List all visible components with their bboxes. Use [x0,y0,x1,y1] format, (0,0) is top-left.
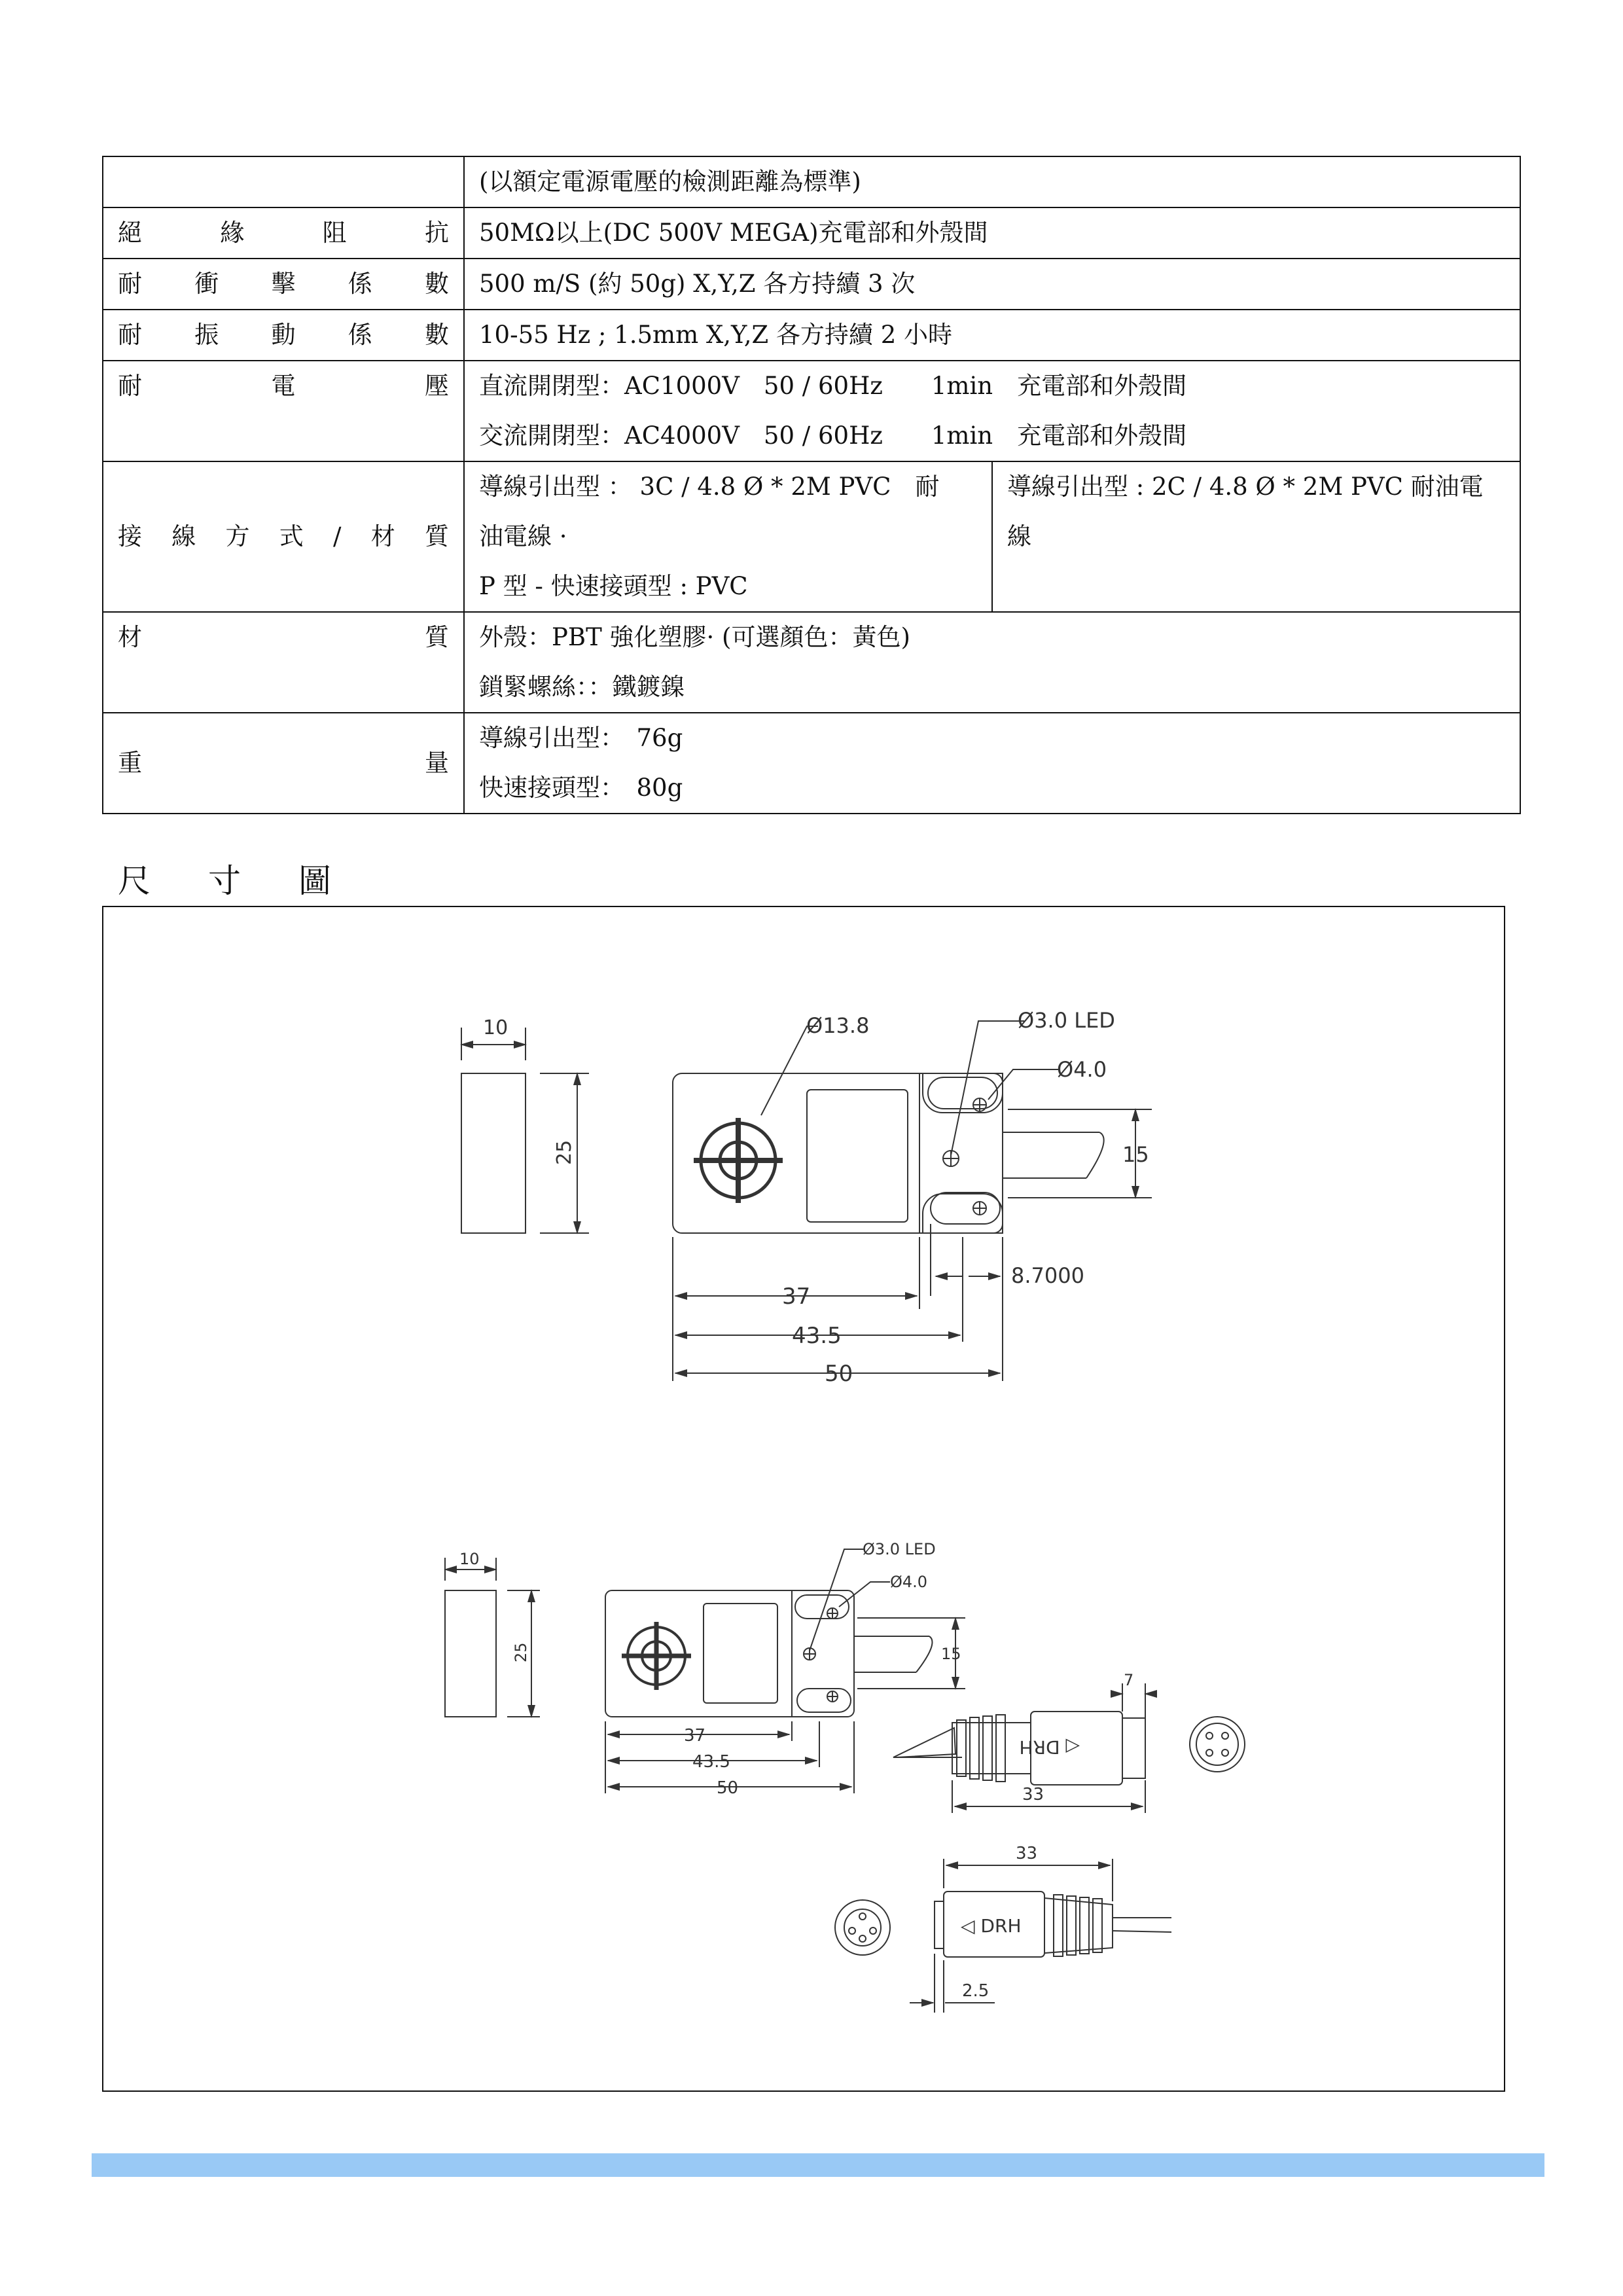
dim-len-37: 37 [684,1726,706,1746]
label-char: 材 [370,522,395,550]
quick-connector-side [893,1671,1155,1813]
connector-label: ◁ DRH [1019,1736,1080,1758]
label-char: 振 [194,321,219,349]
dim-len-50: 50 [825,1361,853,1387]
dim-len-435: 43.5 [792,1323,842,1349]
spec-value-insulation: 50MΩ以上(DC 500V MEGA)充電部和外殼間 [464,207,1520,259]
dim-len-50: 50 [717,1778,739,1798]
label-char: 耐 [118,372,142,400]
side-view [445,1590,496,1717]
dim-hole: Ø4.0 [1057,1057,1107,1082]
dim-height: 25 [553,1139,576,1165]
bottom-drawing [445,1540,1245,2013]
label-char: 接 [118,522,142,550]
label-char: 耐 [118,270,142,298]
spec-value-vibration: 10-55 Hz ; 1.5mm X,Y,Z 各方持續 2 小時 [464,310,1520,361]
sensor-window [704,1604,777,1703]
label-char: 重 [118,749,142,777]
label-char: 數 [425,321,449,349]
dim-connector-33b: 33 [1016,1844,1038,1863]
dim-len-435: 43.5 [692,1752,730,1772]
label-char: 質 [425,623,449,651]
dim-slot-87: 8.7000 [1011,1263,1084,1288]
spec-value: (以額定電源電壓的檢測距離為標準) [464,156,1520,207]
label-char: 電 [271,372,296,400]
label-char: 擊 [271,270,296,298]
dim-len-37: 37 [782,1283,811,1310]
label-char: 緣 [220,219,245,247]
label-char: 衝 [194,270,219,298]
voltage-ac: 交流開閉型：AC4000V 50 / 60Hz 1min 充電部和外殼間 [479,422,1187,450]
label-char: 材 [118,623,142,651]
material-line1: 外殼：PBT 強化塑膠· (可選顏色：黃色) [479,623,910,651]
label-char: 阻 [322,219,347,247]
wiring-left-line1: 導線引出型 ： 3C / 4.8 Ø * 2M PVC 耐 [479,473,940,501]
mount-slot [928,1077,997,1109]
voltage-dc: 直流開閉型：AC1000V 50 / 60Hz 1min 充電部和外殼間 [479,372,1187,400]
connector-face-icon [1190,1717,1245,1772]
wiring-left-line2: 油電線 · [479,522,567,550]
mount-slot [797,1689,851,1712]
spec-value-shock: 500 m/S (約 50g) X,Y,Z 各方持續 3 次 [464,259,1520,310]
label-char: 係 [348,321,372,349]
quick-connector-female [910,1844,1171,2013]
label-char: 耐 [118,321,142,349]
label-char: 係 [348,270,372,298]
weight-line2: 快速接頭型： 80g [479,774,683,802]
dim-led: Ø3.0 LED [1018,1008,1115,1033]
dim-cable-15: 15 [941,1645,961,1663]
label-char: 數 [425,270,449,298]
dim-width: 10 [483,1016,508,1039]
dim-hole: Ø4.0 [890,1573,928,1591]
connector-face-icon [835,1900,890,1955]
label-char: 壓 [425,372,449,400]
label-char: 線 [171,522,196,550]
material-line2: 鎖緊螺絲：：鐵鍍鎳 [479,673,685,701]
dim-cable-15: 15 [1122,1142,1149,1167]
sensor-window [807,1090,908,1222]
dim-face-dia: Ø13.8 [806,1013,870,1038]
wiring-right-line2: 線 [1007,522,1031,550]
side-view [461,1073,526,1233]
wiring-right-line1: 導線引出型 : 2C / 4.8 Ø * 2M PVC 耐油電 [1007,473,1484,501]
label-char: 動 [271,321,296,349]
dim-width: 10 [459,1550,480,1568]
label-char: 量 [425,749,449,777]
wiring-left-line3: P 型 - 快速接頭型 : PVC [479,572,748,600]
label-char: / [333,522,342,550]
dim-connector-25: 2.5 [962,1981,990,2001]
dim-led: Ø3.0 LED [863,1540,936,1558]
dimension-title: 尺寸圖 [118,862,389,900]
dim-connector-33: 33 [1022,1785,1044,1804]
label-char: 抗 [424,219,449,247]
dim-connector-7: 7 [1124,1671,1134,1689]
label-char: 質 [424,522,449,550]
footer-bar [92,2153,1544,2177]
label-char: 絕 [118,219,142,247]
connector-label: ◁ DRH [961,1915,1022,1937]
mount-slot [931,1193,1000,1224]
dim-height: 25 [512,1642,530,1662]
label-char: 式 [279,522,304,550]
label-char: 方 [225,522,250,550]
cable [916,1636,933,1672]
cable [1086,1132,1104,1178]
top-drawing [461,1008,1152,1387]
weight-line1: 導線引出型： 76g [479,724,683,752]
